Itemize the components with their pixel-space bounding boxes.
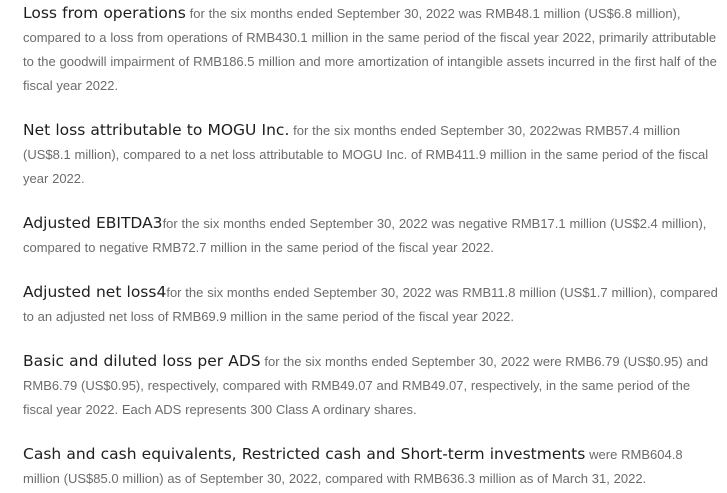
paragraph-cash-and-investments: [23, 442, 723, 491]
paragraph-text: were RMB604.8 million (US$85.0 million) as of September 30, 2022, compared with RMB636.3 million as of March 31, 2022.: [23, 447, 683, 486]
paragraph-heading: Adjusted net loss4: [23, 283, 167, 301]
paragraph-heading: Basic and diluted loss per ADS: [23, 352, 261, 370]
paragraph-adjusted-ebitda: [23, 211, 723, 260]
paragraph-heading: Loss from operations: [23, 4, 186, 22]
paragraph-text: for the six months ended September 30, 2022 was negative RMB17.1 million (US$2.4 million), compared to negative RMB72.7 million in the same period of the fiscal year 2022.: [23, 216, 707, 255]
paragraph-text: for the six months ended September 30, 2022 was RMB11.8 million (US$1.7 million), compared to an adjusted net loss of RMB69.9 million in the same period of the fiscal year 2022.: [23, 285, 718, 324]
paragraph-heading: Net loss attributable to MOGU Inc.: [23, 121, 290, 139]
paragraph-text: for the six months ended September 30, 2022was RMB57.4 million (US$8.1 million), compared to a net loss attributable to MOGU Inc. of RMB411.9 million in the same period of the fiscal year 2022.: [23, 123, 709, 186]
paragraph-loss-per-ads: [23, 349, 723, 422]
paragraph-adjusted-net-loss: [23, 280, 723, 329]
paragraph-text: for the six months ended September 30, 2022 were RMB6.79 (US$0.95) and RMB6.79 (US$0.95), respectively, compared with RMB49.07 and RMB49.07, respectively, in the same period of the fiscal year 2022. Each ADS represents 300 Class A ordinary shares.: [23, 354, 709, 417]
paragraph-heading: Cash and cash equivalents, Restricted cash and Short-term investments: [23, 445, 586, 463]
paragraph-heading: Adjusted EBITDA3: [23, 214, 163, 232]
paragraph-net-loss-attributable: [23, 118, 723, 191]
paragraph-text: for the six months ended September 30, 2022 was RMB48.1 million (US$6.8 million), compared to a loss from operations of RMB430.1 million in the same period of the fiscal year 2022, primarily attributable to the goodwill impairment of RMB186.5 million and more amortization of intangible assets incurred in the first half of the fiscal year 2022.: [23, 6, 717, 93]
paragraph-loss-from-operations: [23, 1, 723, 98]
